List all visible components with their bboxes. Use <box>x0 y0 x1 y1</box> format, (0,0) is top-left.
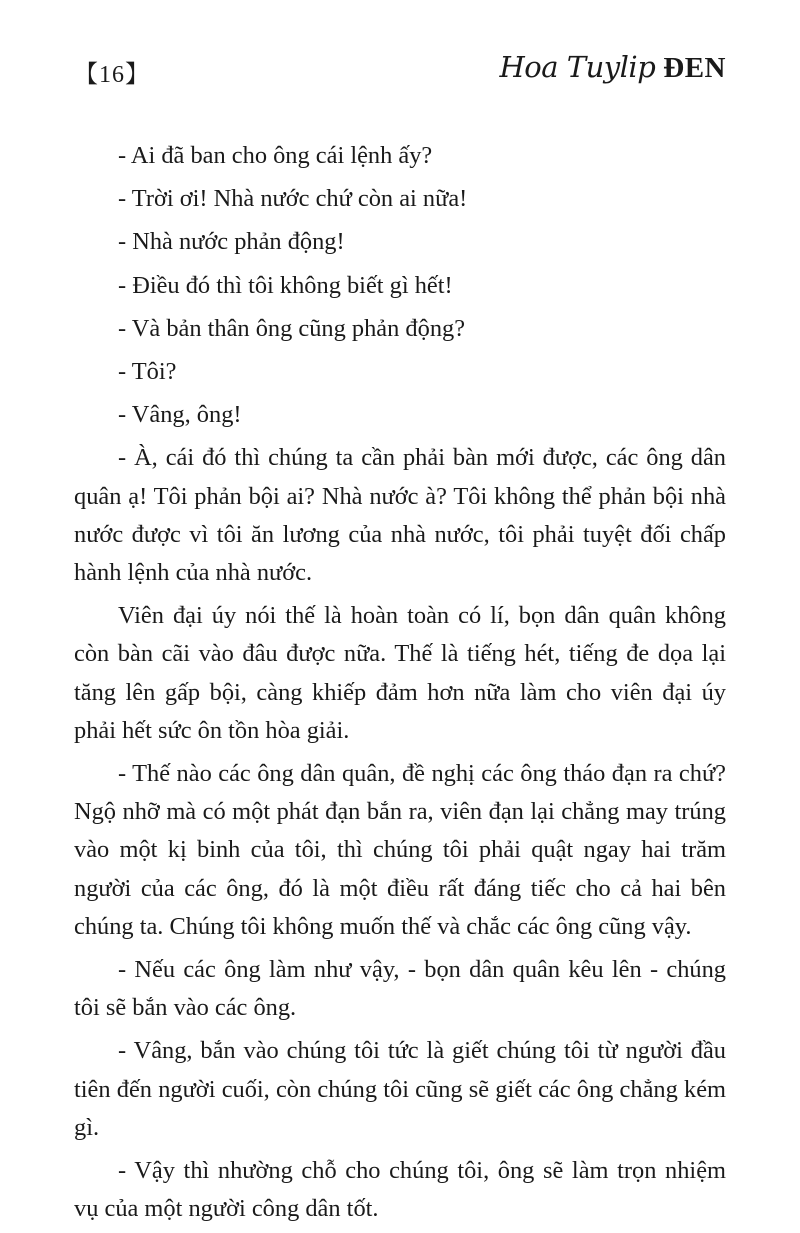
paragraph: - Ai đã ban cho ông cái lệnh ấy? <box>118 142 433 169</box>
paragraph: - Vậy thì nhường chỗ cho chúng tôi, ông sẽ làm trọn nhiệm vụ của một người công dân tốt. <box>74 1157 726 1223</box>
paragraph: Viên đại úy nói thế là hoàn toàn có lí, bọn dân quân không còn bàn cãi vào đâu được nữa. Thế là tiếng hét, tiếng đe dọa lại tăng lên gấp bội, càng khiếp đảm hơn nữa làm cho viên đại úy phải hết sức ôn tồn hòa giải. <box>74 602 726 744</box>
running-title-script: Hoa Tuylip <box>499 50 656 84</box>
paragraph: - Tôi? <box>118 358 177 386</box>
running-title <box>499 50 726 85</box>
paragraph: - Nhà nước phản động! <box>118 228 345 256</box>
paragraph: - Trời ơi! Nhà nước chứ còn ai nữa! <box>118 185 468 213</box>
paragraph: - Điều đó thì tôi không biết gì hết! <box>118 271 453 299</box>
paragraph: - Vâng, ông! <box>118 401 242 429</box>
running-title-caps: ĐEN <box>663 52 726 84</box>
paragraph: - Thế nào các ông dân quân, đề nghị các ông tháo đạn ra chứ? Ngộ nhỡ mà có một phát đạn bắn ra, viên đạn lại chẳng may trúng vào một kị binh của tôi, thì chúng tôi phải quật ngay hai trăm người của các ông, đó là một điều rất đáng tiếc cho cả hai bên chúng ta. Chúng tôi không muốn thế và chắc các ông cũng vậy. <box>74 760 726 940</box>
paragraph: - Nếu các ông làm như vậy, - bọn dân quân kêu lên - chúng tôi sẽ bắn vào các ông. <box>74 956 726 1022</box>
paragraph: - À, cái đó thì chúng ta cần phải bàn mới được, các ông dân quân ạ! Tôi phản bội ai? Nhà nước à? Tôi không thể phản bội nhà nước được vì tôi ăn lương của nhà nước, tôi phải tuyệt đối chấp hành lệnh của nhà nước. <box>74 444 726 587</box>
page-number: 【16】 <box>74 62 150 88</box>
page-header <box>74 50 726 100</box>
paragraph: - Và bản thân ông cũng phản động? <box>118 314 466 342</box>
text-body <box>74 137 726 1233</box>
paragraph: - Vâng, bắn vào chúng tôi tức là giết chúng tôi từ người đầu tiên đến người cuối, còn chúng tôi cũng sẽ giết các ông chẳng kém gì. <box>74 1037 726 1141</box>
